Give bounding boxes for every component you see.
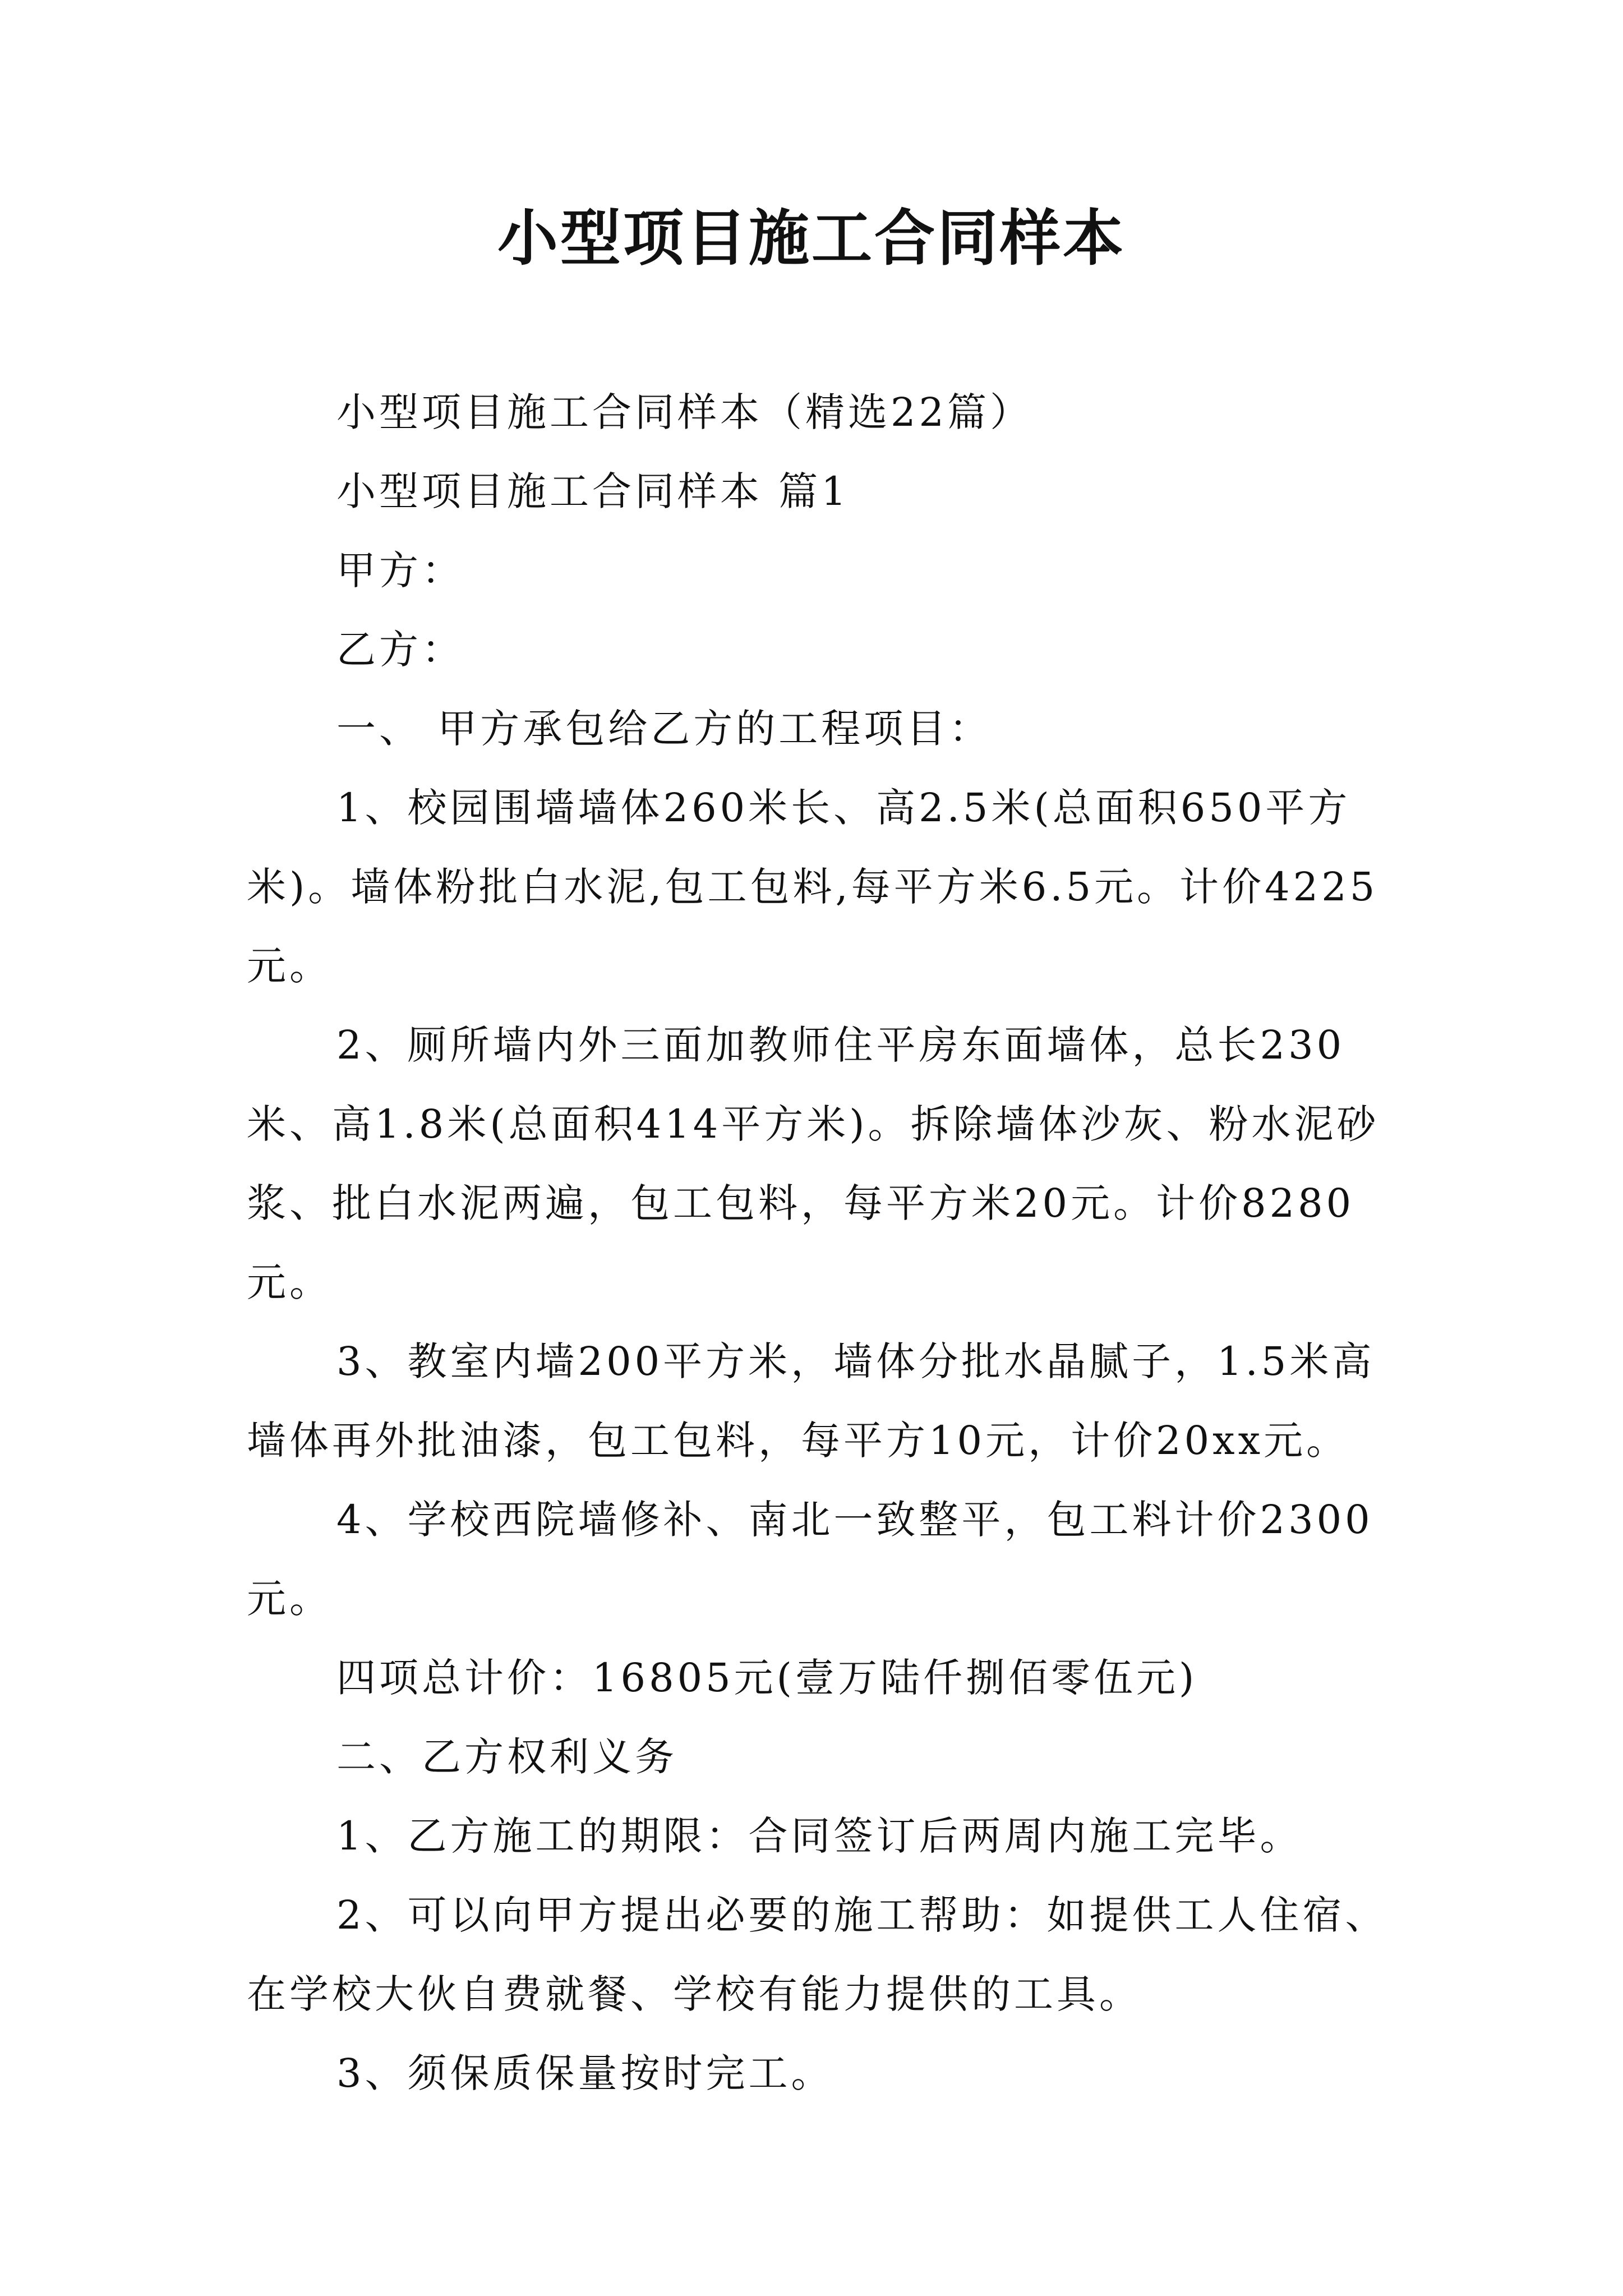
paragraph-duty-1: 1、乙方施工的期限：合同签订后两周内施工完毕。 [336,1813,1303,1859]
paragraph-item-3: 3、教室内墙200平方米，墙体分批水晶腻子，1.5米高墙体再外批油漆，包工包料，每平方10元，计价20xx元。 [247,1338,1375,1464]
paragraph-item-2: 2、厕所墙内外三面加教师住平房东面墙体，总长230米、高1.8米(总面积414平方米)。拆除墙体沙灰、粉水泥砂浆、批白水泥两遍，包工包料，每平方米20元。计价8280元。 [247,1022,1380,1305]
paragraph-duty-3: 3、须保质保量按时完工。 [336,2050,834,2096]
paragraph-total-price: 四项总计价：16805元(壹万陆仟捌佰零伍元) [336,1655,1198,1701]
paragraph-subtitle: 小型项目施工合同样本（精选22篇） [336,389,1033,435]
paragraph-section-heading: 小型项目施工合同样本 篇1 [336,468,850,514]
paragraph-party-b: 乙方： [336,627,464,673]
document-body [247,373,1402,2113]
paragraph-duty-2: 2、可以向甲方提出必要的施工帮助：如提供工人住宿、在学校大伙自费就餐、学校有能力提供的工具。 [247,1892,1388,2017]
paragraph-clause-2-heading: 二、乙方权利义务 [336,1734,677,1780]
document-title: 小型项目施工合同样本 [497,203,1126,274]
paragraph-clause-1-heading: 一、 甲方承包给乙方的工程项目： [336,706,992,752]
paragraph-party-a: 甲方： [336,547,464,593]
paragraph-item-1: 1、校园围墙墙体260米长、高2.5米(总面积650平方米)。墙体粉批白水泥,包工包料,每平方米6.5元。计价4225元。 [247,785,1378,989]
paragraph-item-4: 4、学校西院墙修补、南北一致整平，包工料计价2300元。 [247,1497,1373,1622]
